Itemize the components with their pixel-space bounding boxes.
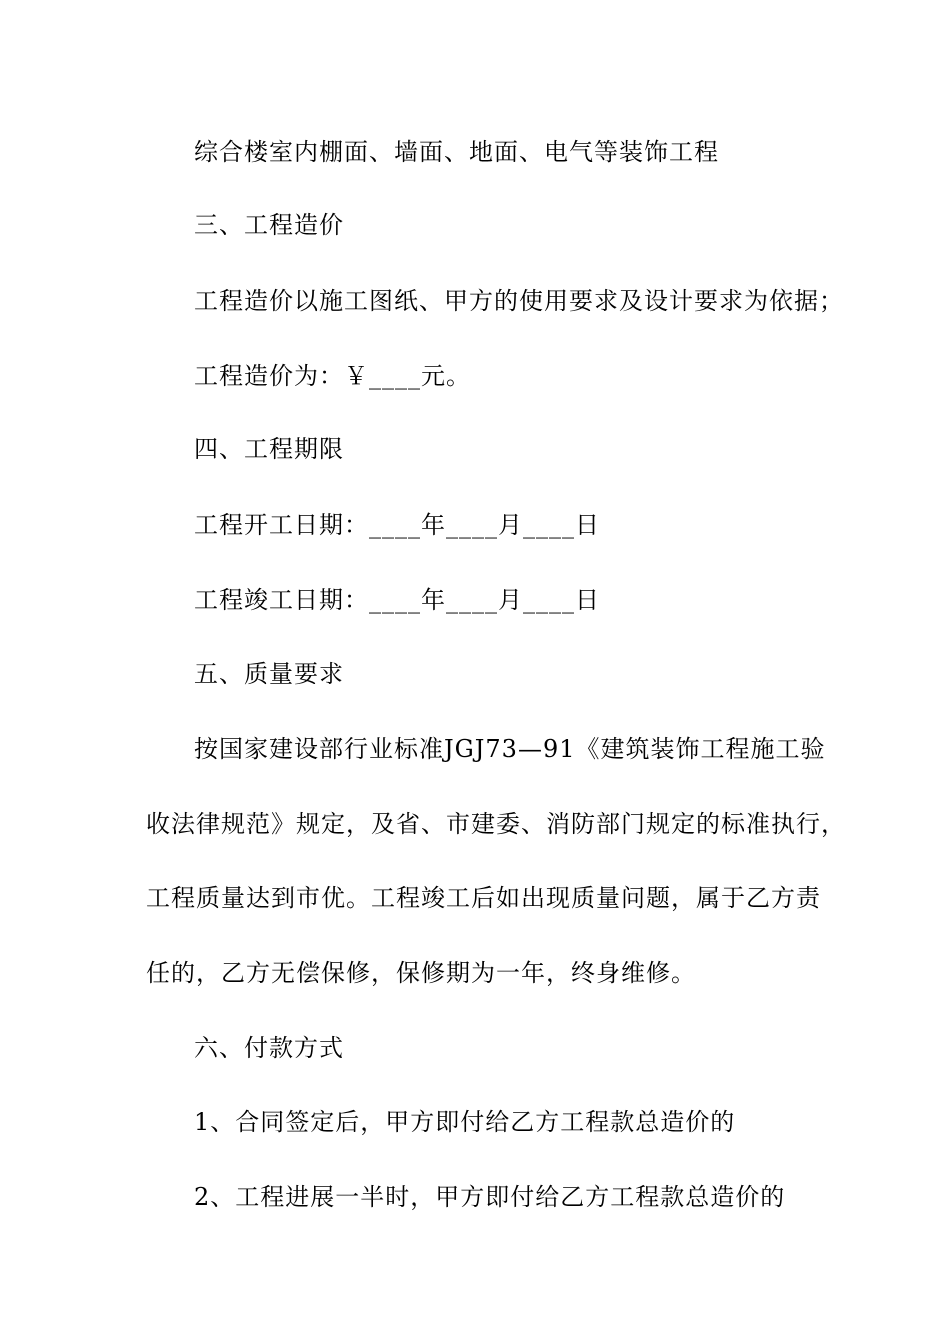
payment-item-2: 2、工程进展一半时，甲方即付给乙方工程款总造价的 <box>194 1183 786 1211</box>
quality-paragraph-line-1: 按国家建设部行业标准JGJ73—91《建筑装饰工程施工验 <box>194 735 826 763</box>
quality-paragraph-line-4: 任的，乙方无偿保修，保修期为一年，终身维修。 <box>146 959 696 987</box>
start-date-line: 工程开工日期：____年____月____日 <box>194 511 600 539</box>
section-heading-cost: 三、工程造价 <box>194 211 344 239</box>
completion-date-line: 工程竣工日期：____年____月____日 <box>194 586 600 614</box>
quality-paragraph-line-3: 工程质量达到市优。工程竣工后如出现质量问题，属于乙方责 <box>146 884 821 912</box>
section-heading-payment: 六、付款方式 <box>194 1034 344 1062</box>
cost-amount-line: 工程造价为：￥____元。 <box>194 362 471 390</box>
payment-item-1: 1、合同签定后，甲方即付给乙方工程款总造价的 <box>194 1108 736 1136</box>
cost-basis-line: 工程造价以施工图纸、甲方的使用要求及设计要求为依据； <box>194 287 844 315</box>
section-heading-period: 四、工程期限 <box>194 435 344 463</box>
section-heading-quality: 五、质量要求 <box>194 660 344 688</box>
quality-paragraph-line-2: 收法律规范》规定，及省、市建委、消防部门规定的标准执行， <box>146 810 846 838</box>
scope-line: 综合楼室内棚面、墙面、地面、电气等装饰工程 <box>194 138 719 166</box>
